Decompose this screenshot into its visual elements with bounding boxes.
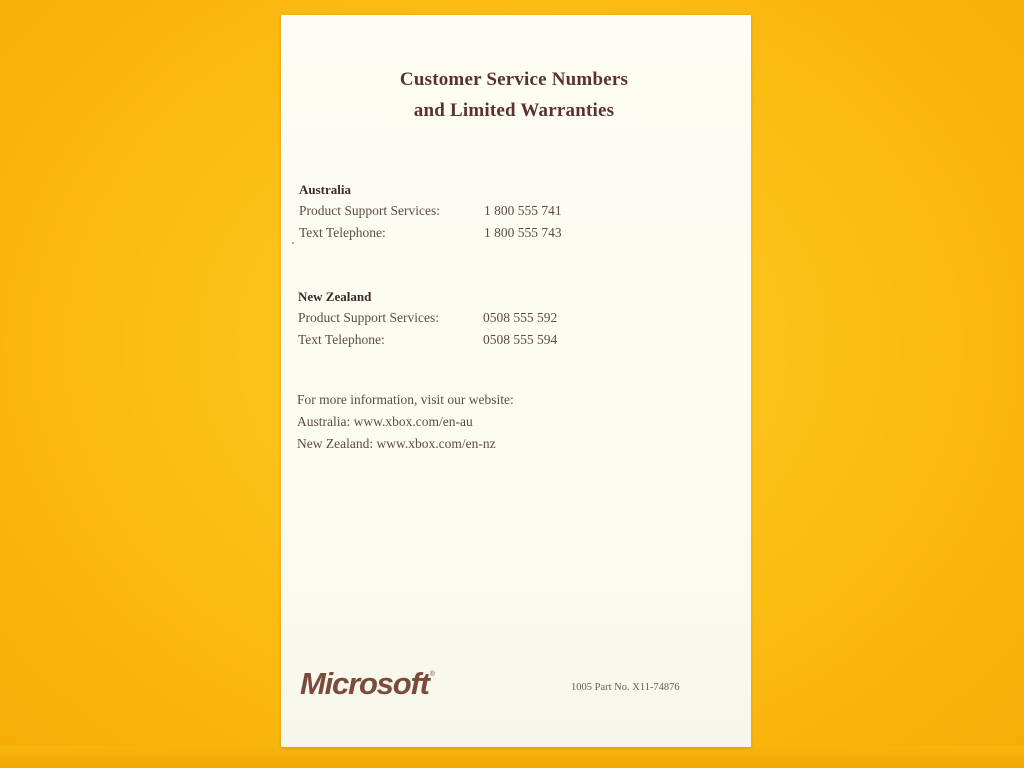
paper-speck (292, 242, 294, 244)
contact-label: Product Support Services: (298, 310, 439, 325)
logo-wordmark: Microsoft (300, 666, 429, 701)
part-number: 1005 Part No. X11-74876 (571, 682, 680, 693)
microsoft-logo (300, 666, 435, 702)
title-line-2: and Limited Warranties (413, 100, 615, 121)
phone-number: 1 800 555 741 (484, 203, 562, 218)
website-new-zealand: New Zealand: www.xbox.com/en-nz (297, 436, 496, 451)
website-australia: Australia: www.xbox.com/en-au (297, 414, 473, 429)
table-surface (0, 746, 1024, 768)
contact-label: Product Support Services: (299, 203, 440, 218)
section-heading-australia: Australia (299, 182, 351, 197)
warranty-sheet (281, 15, 751, 747)
section-heading-new-zealand: New Zealand (298, 289, 372, 304)
title-line-1: Customer Service Numbers (399, 69, 629, 90)
website-intro: For more information, visit our website: (297, 392, 514, 407)
phone-number: 1 800 555 743 (484, 225, 562, 240)
page-title (281, 64, 747, 126)
phone-number: 0508 555 594 (483, 332, 558, 347)
registered-mark: ® (429, 671, 435, 678)
contact-label: Text Telephone: (299, 225, 386, 240)
phone-number: 0508 555 592 (483, 310, 558, 325)
contact-label: Text Telephone: (298, 332, 385, 347)
